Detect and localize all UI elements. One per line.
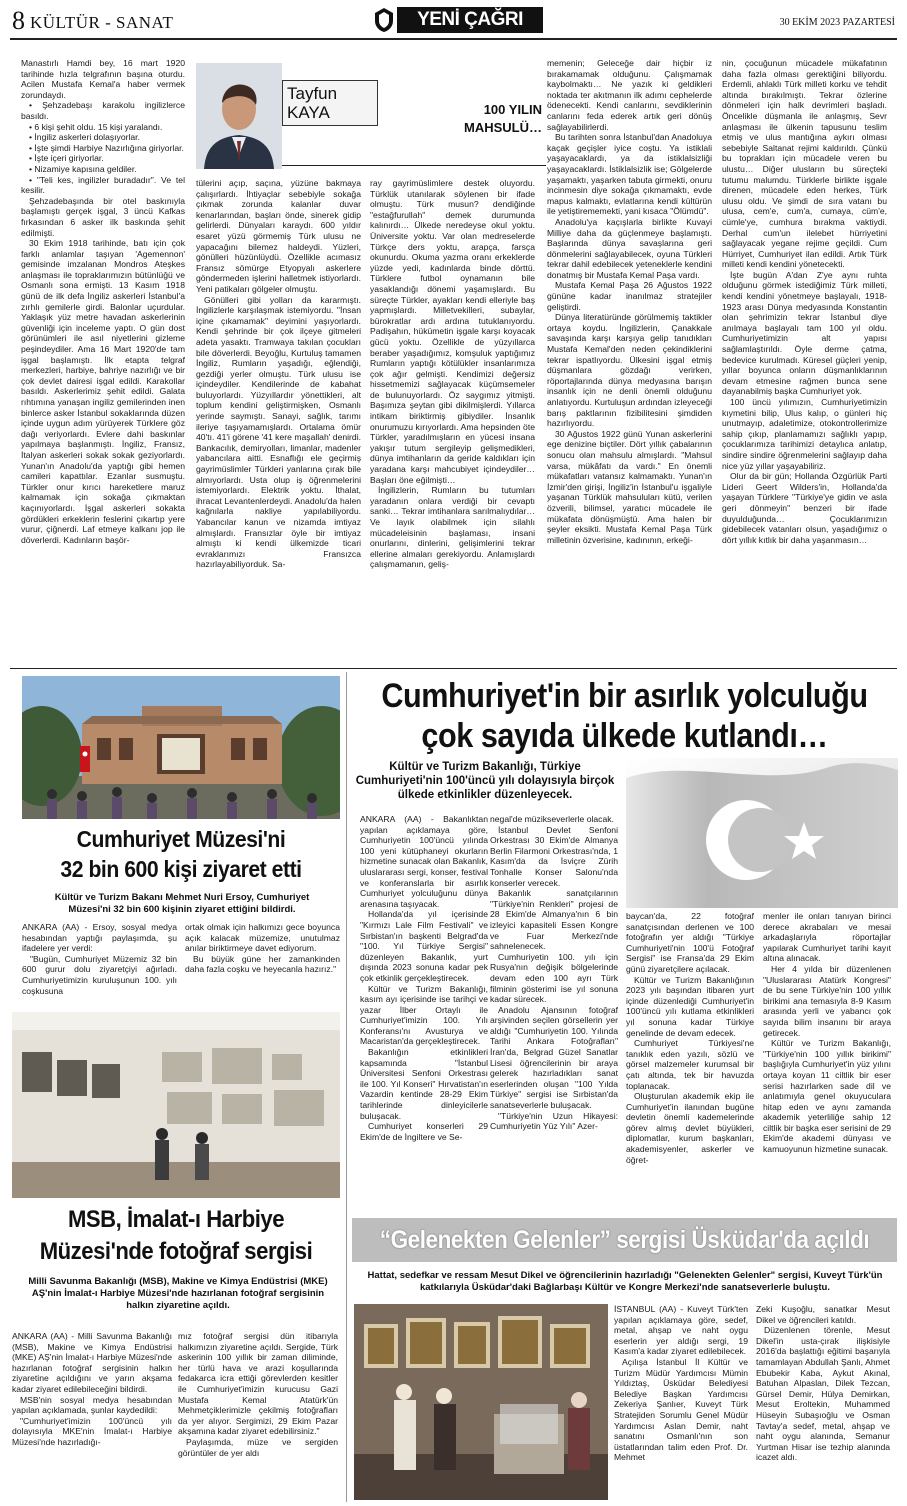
paragraph: baycan'da, 22 fotoğraf sanatçısından derlenen ve 100 fotoğrafın yer aldığı "Türkiye Cumhuriyeti'nin 100'ü Fotoğraf Sergisi" ise Fransa'da 29 Ekim günü ziyaretçilere açılacak. [626, 911, 754, 974]
column-title [422, 101, 542, 137]
paragraph: • Şehzadebaşı karakolu ingilizlerce basıldı. [21, 100, 185, 121]
paragraph: Zeki Kuşoğlu, sanatkar Mesut Dikel ve öğrencileri katıldı. [756, 1304, 890, 1325]
museum-photo [22, 676, 340, 819]
paragraph: İSTANBUL (AA) - Kuveyt Türk'ten yapılan açıklamaya göre, sedef, metal, ahşap ve naht oygu eserlerin yer aldığı sergi, 19 Kasım'a kadar ziyaret edilebilecek. [614, 1304, 748, 1357]
section-title: KÜLTÜR - SANAT [30, 13, 174, 32]
author-box [196, 63, 546, 171]
author-name-box [282, 80, 378, 126]
header-rule [10, 38, 897, 40]
paragraph: Bakanlık sanatçılarının "Türkiye'nin Renkleri" projesi de 28 Ekim'de Almanya'nın 6 bin izleyici kapasiteli Essen Kongre ve Fuar Merkezi'nde sahnelenecek. [490, 888, 618, 952]
author-photo [196, 63, 282, 169]
uskudar-headline-bar [352, 1218, 897, 1262]
paragraph: İngilizlerin, Rumların bu tutumları yaradanın onlara verdiği bir cevaptı sanki… Tekrar imtihanlara sarılmalıydılar… Ve layık olabilmek için silahlı mücadeleisinin başlaması, insani onurlarını, dinlerini, gelişimlerini tekrar ellerine almaları gerekiyordu. Anlamışlardı çalışmamanın, geliş- [370, 485, 535, 570]
paragraph: Bu tarihten sonra İstanbul'dan Anadoluya kaçak geçişler iyice coştu. Ya istiklali yaşayacaklardı, ya da istiklalsizliği yaşayacaklardı. İstiklalsizlik ise; Gölgelerde yaşamaktı, yaşarken tabuta girmekti, onuru incinmesin diye sokağa çıkmamaktı, evde mapus kalmaktı, evlatlarına kendi kültürün ile yetiştirememekti, yani kısaca "Ölümdü". [547, 132, 712, 217]
page-number: 8 [12, 6, 25, 35]
paragraph: nin, çocuğunun mücadele mükafatının daha fazla olması gerektiğini biliyordu. Erdemli, ahlaklı Türk milleti korku ve tehdit altında bırakılmıştı. Tekrar özlerine dönmeleri için halk devrimleri başladı. Öncelikle düşmanla ile anlaşmış, Sevr anlaşması ile ülkenin tapusunu teslim etmiş ve ulus mantığına aykırı olması sebebiyle Saltanat rejimi kaldırıldı. Çünkü bu toprakları için mücadele veren bu ulustu… Diğer ulusların bu süreçteki tutumu malumdu. Türklerle birlikte işgale direnen, mücadele eden herkes, Türk ulusu oldu. Ve şimdi de sıra vatanı bu ulusa, cem'e, cum'a, cumaya, cüm'e, cümle'ye, cumhura bırakma vaktiydi. Derhal cum'un ilelebet hürriyetini sağlayacak yegane rejime geçildi. Cum Hürriyet, Cumhuriyet ilan edildi. Artık Türk milleti kendi kendini yönetecekti. [722, 58, 887, 270]
issue-date: 30 EKİM 2023 PAZARTESİ [779, 17, 895, 28]
paragraph: Hollanda'da yıl içerisinde "Kırmızı Lale Film Festivali" ve Sırbistan'ın başkenti Belgrad'da "100. Yıl Türkiye Sergisi" düzenleyen Bakanlık, yurt dışında 2023 sonuna kadar pek çok etkinlik gerçekleştirecek. [360, 909, 488, 983]
msb-subhead: Milli Savunma Bakanlığı (MSB), Makine ve Kimya Endüstrisi (MKE) AŞ'nin İmalat-ı Harbiye Müzesi'nde hazırlanan fotoğraf sergisinin halkın ziyaretine açıldı. [28, 1276, 328, 1311]
paragraph: Oluşturulan akademik ekip ile Cumhuriyet'in ilanından bugüne devletin önemli kademelerinde görev almış devlet büyükleri, diplomatlar, kurum başkanları, akademisyenler, askerler ve öğret- [626, 1091, 754, 1165]
author-last-name: KAYA [287, 103, 330, 122]
paragraph: Cumhuriyetin 100. yılı için Rusya'nın değişik bölgelerinde devam eden 100 ayrı Türk filminin gösterimi ise yıl sonuna kadar sürecek. [490, 951, 618, 1005]
museum-headline [22, 824, 340, 884]
centenary-col3 [626, 911, 754, 1211]
paragraph: Mustafa Kemal Paşa 26 Ağustos 1922 gününe kadar inanılmaz stratejiler geliştirdi. [547, 280, 712, 312]
uskudar-col1 [614, 1304, 748, 1500]
uskudar-headline: “Gelenekten Gelenler” sergisi Üsküdar'da açıldı [379, 1226, 870, 1254]
museum-subhead: Kültür ve Turizm Bakanı Mehmet Nuri Ersoy, Cumhuriyet Müzesi'ni 32 bin 600 kişinin ziyaret ettiğini bildirdi. [54, 892, 310, 915]
logo-emblem-icon [373, 7, 395, 33]
msb-photo [12, 1012, 340, 1198]
column-article-col3 [370, 178, 535, 660]
paragraph: Anadolu'ya kaçışlarla birlikte Kuvayi Milliye daha da güçlenmeye başlamıştı. Başlarında dünya savaşlarına geri dönmelerini sağlayabilecek, oyuna Türkleri tekrar dahil edebilecek yeteneklerle kendini donatmış bir Mustafa Kemal Paşa vardı. [547, 216, 712, 280]
msb-col1 [12, 1331, 172, 1501]
column-article-col2 [196, 178, 361, 660]
flag-photo [626, 758, 898, 908]
newspaper-logo [373, 7, 543, 35]
paragraph: İstanbul Devlet Senfoni Orkestrası 30 Ekim'de Almanya Berlin Filarmoni Orkestrası'nda, 1 Kasım'da da İsviçre Zürih Tonhalle Konser Salonu'nda konserler verecek. [490, 824, 618, 888]
paragraph: ortak olmak için halkımızı gece boyunca açık kalacak müzemize, unutulmaz anılar biriktirmeye davet ediyorum. [185, 922, 340, 954]
paragraph: Bakanlığın etkinlikleri kapsamında "İstanbul Üniversitesi Senfoni Orkestrası ile 100. Yıl Konseri" Hırvatistan'ın Vazardin kentinde 28-29 Ekim tarihlerinde dinleyicilerle buluşacak. [360, 1047, 488, 1121]
paragraph: Açılışa İstanbul İl Kültür ve Turizm Müdür Yardımcısı Mümin Yıldıztaş, Üsküdar Belediyesi Belediye Başkan Yardımcısı Zekeriya Şanlıer, Kuveyt Türk Stratejiden Sorumlu Genel Müdür Yardımcısı Aslan Demir, naht sanatını Osmanlı'nın son üstatlarından talim eden Prof. Dr. Mehmet [614, 1356, 748, 1463]
paragraph: ray gayrimüslimlere destek oluyordu. Türklük utanılarak söylenen bir ifade olmuştu. Türk musun? dendiğinde "estağfurullah" demek durumunda kalınırdı… Ülkede neredeyse okul yoktu. Üniversite yoktu. Var olan medreselerde Türkçe ders yoktu, arapça, farsça okunurdu. Okuma yazma oranı erkeklerde yüzde yedi, kadınlarda binde dörttü. Türklere futbol oynamanın bile yasaklandığı dönemi yaşamışlardı. Bu süreçte Türkler, ayakları kendi elleriyle baş yapmışlardı. Milletvekilleri, subaylar, bürokratlar ardı ardına tutuklanıyordu. Padişahın, hükümetin işgale karşı koyacak gücü yoktu. Özellikle de yüzyıllarca beraber yaşadığımız, komşuluk yaptığımız Rumların yaptığı kötülükler insanlarımıza çok ağır gelmişti. Kendimizi değersiz hissetmemizi sağlayacak küçümsemeler de bulunuyorlardı. Öz saygımız yitmişti. Başımıza şeytan gibi dikilmişlerdi. Yıllarca intikam biriktirmiş gibiydiler. İnsanlık onurumuzu kırıyorlardı. Ama hepsinden öte Türkler, yaradılmışların en yücesi insana yakışır tutum sergileyip gelişmedikleri, dünya imtihanların da geride kaldıkları için yaradana karşı mahcubiyet içindeydiler… Başları öne eğilmişti… [370, 178, 535, 485]
paragraph: 30 Ekim 1918 tarihinde, batı için çok farklı anlamlar taşıyan 'Agemennon' gemisinde imzalanan Mondros Ateşkes anlaşması ile topraklarımızın bütünlüğü ve Osmanlı sona ermişti. 13 Kasım 1918 günü de ilk defa İngiliz askerleri İstanbul'a zırhlı gemilerle girdi. Balonlar uçurdular. Yaklaşık yüz metre havadan askerlerinin güvenliği için inceleme yaptı. O gün dost görünümleri ile asıl niyetlerini gizleme peşindeydiler. Ama 16 Mart 1920'de tam işgal başlamıştı. İlk etapta telgraf merkezleri, harbiye, bahriye nazırlığı ve bir çok devlet dairesi işgal edildi. Karakollar basıldı. Askerlerimiz şehit edildi. Galata rıhtımına yanaşan ingiliz gemilerinden inen binlerce asker İstanbul sokaklarında düzen içinde uygun adım yürüyerek Türklere göz dağı veriyorlardı. Evlere dahi baskınlar yapılmaya başlanmıştı. İngiliz, Fransız, İtalyan askerleri sokak sokak geziyorlardı. Yunan'ın Anadolu'da yaptığı gibi hemen camileri kapattılar. Ezanlar susmuştu. Türkler onur kırıcı hareketlere maruz kalmamak için sokağa çıkmaktan kaçınıyorlardı. İşgal askerleri sokakta gördükleri erkeklerin feslerini çıkartıp yere vurur, çiğnerdi. Laf etmeye kalkanı jop ile döverlerdi. Kadınların başör- [21, 238, 185, 545]
column-title-line2: MAHSULÜ… [464, 120, 542, 135]
paragraph: • İşte içeri giriyorlar. [29, 153, 104, 164]
centenary-col2 [490, 814, 618, 1210]
paragraph: tülerini açıp, saçına, yüzüne bakmaya çalışırlardı. İhtiyaçlar sebebiyle sokağa çıkmak zorunda kalanlar duvar kenarlarından, başları önde, sinerek gidip gelirlerdi. Dünyaları karaydı. 600 yıldır esaret yüzü görmemiş Türk ulusu ne yapacağını bilemez haldeydi. Yüzleri, gönülleri hüzünlüydü. Özellikle acımasız Fransız sömürge Etyopyalı askerlere göndermeden işlerini halletmek istiyorlardı. Yeni patikaları gölgeler olmuştu. [196, 178, 361, 294]
paragraph: 30 Ağustos 1922 günü Yunan askerlerini ege denizine biçtiler. Dört yıllık çabalarının sonucu olan mahsulu almışlardı. "Mahsul varsa, mükâfatı da vardı." En önemli mükafatları vatansız kalmamaktı. Yunan'ın İzmir'den girişi, İngiliz'in İstanbul'u işgaliyle yaşanan Türklük mahsuluları kütü, verilen özverili, bilimsel, yaratıcı mücadele ile mükafata dönüşmüştü. Ama halen bir şeyler eksikti. Mustafa Kemal Paşa Türk milletinin özverisine, kadınının, erkeği- [547, 428, 712, 545]
paragraph: memenin; Geleceğe dair hiçbir iz bırakamamak olduğunu. Çalışmamak kaybolmaktı… Ne yazık ki geldikleri noktada ter akıtmanın ilk adımı cephelerde ödenecekti. Kendi canlarını, sevdiklerinin canlarını feda ederek artık geri dönüş sağlayabilirlerdi. [547, 58, 712, 132]
msb-headline-line1: MSB, İmalat-ı Harbiye [67, 1206, 285, 1233]
paragraph: Anadolu Ajansının fotoğraf arşivinden seçilen görsellerin yer aldığı "Cumhuriyetin 100. Yılında Tarihi Ankara Fotoğrafları" İran'da, Belgrad Güzel Sanatlar Lisesi öğrencilerinin bir araya gelerek hazırladıkları sanat eserlerinden oluşan "100 Yılda Türkiye" sergisi ise Sırbistan'da sanatseverlerle buluşacak. [490, 1004, 618, 1111]
paragraph: Cumhuriyet Türkiyesi'ne tanıklık eden yazılı, sözlü ve görsel malzemeler kurumsal bir çatı altında, tek bir havuzda toplanacak. [626, 1038, 754, 1091]
paragraph: ANKARA (AA) - Ersoy, sosyal medya hesabından yaptığı paylaşımda, şu ifadelere yer verdi: [22, 922, 177, 954]
paragraph: negal'de müzikseverlerle olacak. [490, 814, 614, 824]
msb-col2 [178, 1331, 338, 1501]
msb-headline [12, 1204, 340, 1268]
museum-col1 [22, 922, 177, 1002]
paragraph: ANKARA (AA) - Bakanlıktan yapılan açıklamaya göre, Cumhuriyetin 100'üncü yılında 100 yeni kütüphaneyi okurların hizmetine sunacak olan Bakanlık, uluslararası sergi, konser, festival ve konferanslarla bir asırlık Cumhuriyet yolculuğunu dünya arenasına taşıyacak. [360, 814, 488, 909]
column-title-line1: 100 YILIN [483, 102, 542, 117]
uskudar-photo [354, 1304, 608, 1500]
paragraph: Paylaşımda, müze ve sergiden görüntüler de yer aldı [178, 1436, 338, 1458]
paragraph: Kültür ve Turizm Bakanlığı, kasım ayı içerisinde ise tarihçi ve yazar İlber Ortaylı ile Cumhuriyet'imizin 100. Yılı Konferansı'nı Avusturya ve Macaristan'da gerçekleştirecek. [360, 983, 488, 1047]
centenary-col4 [763, 911, 891, 1211]
paragraph: • Nizamiye kapısına geldiler. [29, 163, 137, 174]
paragraph: Olur da bir gün; Hollanda Özgürlük Parti Lideri Geert Wilders'in, Hollanda'da yaşayan Türklere "Türkiye'ye gidin ve asla geri dönmeyin" benzeri bir ifade duyulduğunda… Çocuklarımızın gidebilecek vatanları olsun, yaşadığımız o dört yıllık kıtlık bir daha yaşanmasın… [722, 471, 887, 545]
paragraph: "Cumhuriyet'imizin 100'üncü yılı dolayısıyla MKE'nin İmalat-ı Harbiye Müzesi'nde hazırladığı- [12, 1415, 172, 1447]
author-box-rule [282, 165, 546, 166]
paragraph: menler ile onları tanıyan birinci derece akrabaları ve mesai arkadaşlarıyla röportajlar yapılarak Cumhuriyet tarihi kayıt altına alınacak. [763, 911, 891, 964]
column-article-col5 [722, 58, 887, 660]
centenary-headline-line2: çok sayıda ülkede kutlandı… [421, 717, 828, 755]
paragraph: Bu büyük güne her zamankinden daha fazla coşku ve heyecanla hazırız." [185, 953, 340, 975]
paragraph: • İşte şimdi Harbiye Nazırlığına giriyorlar. [29, 142, 184, 153]
paragraph: Şehzadebaşında bir otel baskınıyla başlamıştı gerçek işgal, 3 üncü Kafkas fırkasından 6 asker ilk baskında şehit edilmişti. [21, 195, 185, 238]
paragraph: İşte bugün A'dan Z'ye aynı ruhta olduğunu görmek istediğimiz Türk milleti, kendi kendini yönetmeye başlayalı, 1918-1923 arası Dünya medyasında Konstantin olan şehrimizin tekrar İstanbul diye anılmaya başlayalı tam 100 yıl oldu. Cumhuriyetimizin alt yapısı sağlamlaştırıldı. Öyle derme çatma, bedevice kurulmadı. Küresel güçleri yenip, yıllar boyunca onların düşmanlıklarının devam etmesine rağmen bunca sene dayanabilmiş başka Cumhuriyet yok. [722, 269, 887, 397]
paragraph: Cumhuriyet konserleri 29 Ekim'de de İngiltere ve Se- [360, 1121, 488, 1142]
section-divider [10, 668, 897, 669]
logo-text: YENİ ÇAĞRI [397, 7, 543, 33]
paragraph: mız fotoğraf sergisi dün itibarıyla halkımızın ziyaretine açıldı. Sergide, Türk askerinin 100 yıllık bir zaman diliminde, her türlü hava ve arazi koşullarında fedakarca icra ettiği görevlerden kesitler ile Cumhuriyet'imizin kurucusu Gazi Mustafa Kemal Atatürk'ün Mehmetçiklerimizle çekilmiş fotoğrafları da yer alıyor. Sergimizi, 29 Ekim Pazar akşamına kadar ziyaret edebilirsiniz." [178, 1331, 338, 1437]
author-first-name: Tayfun [287, 84, 338, 103]
uskudar-subhead: Hattat, sedefkar ve ressam Mesut Dikel ve öğrencilerinin hazırladığı "Gelenekten Gelenler" sergisi, Kuveyt Türk'ün katkılarıyla Üsküdar'daki Bağlarbaşı Kültür ve Kongre Merkezi'nde sanatseverlerle buluştu. [367, 1270, 883, 1293]
column-article-col4 [547, 58, 712, 660]
centenary-headline-line1: Cumhuriyet'in bir asırlık yolculuğu [381, 677, 868, 715]
uskudar-col2 [756, 1304, 890, 1500]
paragraph: Dünya literatüründe görülmemiş taktikler ortaya koydu. İngilizlerin, Çanakkale savaşında karşı karşıya gelip tanıdıkları Mustafa Kemal'den neden çekindiklerini tekrar ispatlıyordu. Ülkesini işgal etmiş düşmanlara gözdağı verirken, röportajlarında dünya medyasına barışın insanlık için ne denli önemli olduğunu anlatıyordu. Kurtuluşun ardından izleyeceği barış paktlarının fizibilitesini şimdiden hazırlıyordu. [547, 312, 712, 429]
paragraph: 100 üncü yılımızın, Cumhuriyetimizin kıymetini bilip, Ulus kalıp, o günleri hiç unutmayıp, adaletimize, otokontrollerimize sahip çıkıp, planlamamızı sağlıklı yapıp, çocuklarımıza tarihimizi detaylıca anlatıp, sindire sindire öğrenmelerini sağlayıp daha nice yüz yıllar yaşayabiliriz. [722, 397, 887, 471]
museum-headline-line1: Cumhuriyet Müzesi'ni [76, 826, 286, 852]
centenary-subhead: Kültür ve Turizm Bakanlığı, Türkiye Cumhuriyeti'nin 100'üncü yılı dolayısıyla birçok ülkede etkinlikler düzenleyecek. [355, 761, 615, 801]
paragraph: "Bugün, Cumhuriyet Müzemiz 32 bin 600 gurur dolu ziyaretçiyi ağırladı. Cumhuriyetimizin kuruluşunun 100. yılı coşkusuna [22, 953, 177, 996]
paragraph: Kültür ve Turizm Bakanlığının 2023 yılı başından itibaren yurt içinde düzenlediği Cumhuriyet'in 100'üncü yılı kutlama etkinlikleri yıl sonuna kadar Türkiye genelinde de devam edecek. [626, 974, 754, 1038]
column-article-col1 [21, 58, 185, 658]
msb-headline-line2: Müzesi'nde fotoğraf sergisi [39, 1238, 313, 1265]
paragraph: ANKARA (AA) - Milli Savunma Bakanlığı (MSB), Makine ve Kimya Endüstrisi (MKE) AŞ'nin İmalat-ı Harbiye Müzesi'nde hazırlanan fotoğraf sergisinin halkın ziyaretine açıldığını ve yarın akşama kadar ziyaret edilebileceğini bildirdi. [12, 1331, 172, 1394]
paragraph: MSB'nin sosyal medya hesabından yapılan açıklamada, şunlar kaydedildi: [12, 1394, 172, 1416]
paragraph: "Türkiye'nin Uzun Hikayesi: Cumhuriyetin Yüz Yılı" Azer- [490, 1110, 618, 1132]
vertical-divider [346, 672, 347, 1502]
museum-col2 [185, 922, 340, 1002]
paragraph: Gönülleri gibi yolları da kararmıştı. İngilizlerle karşılaşmak istemiyordu. "İnsan içine çıkamamak" deyimini yaşıyorlardı. Kendi şehrinde bir çok ilçeye gitmeleri adeta yasaktı. Tramwaya takılan çocukları bile döverlerdi. Beyoğlu, Kurtuluş tamamen İngiliz, Rumların yaşadığı, eğlendiği, gezdiği yerler olmuştu. Türk ulusu ise içindeydiler. Kendilerinde de kabahat buluyorlardı. Yüzyıllardır yönettikleri, alt toplum kendini geliştirmişken, Osmanlı yerinde saymıştı. Sanayi, sağlık, tarımı ileriye taşıyamamışlardı. Ortalama ömür 40'tı. 41'i görene '41 kere maşallah' denirdi. Bankacılık, demiryolları, limanlar, madenler yabancılara aitti. Esnaflığı ele geçirmiş gayrimüslimler Türkleri yanlarına çırak bile almıyorlardı. Usta olup iş öğrenmelerini istemiyorlardı. Elektrik yoktu. İthalat, ihracat Levantenlerdeydi. Anadolu'da halen kağnılarla nakliye yapılabiliyordu. Yabancılar kanun ve nizamda imtiyaz almışlardı. Fransızlar öyle bir imtiyaz almıştı ki kendi ülkemizde ticari evraklarımızı Fransızca hazırlayabiliyorduk. Sa- [196, 294, 361, 570]
paragraph: Kültür ve Turizm Bakanlığı, "Türkiye'nin 100 yıllık birikimi" başlığıyla Cumhuriyet'in yüz yılını ortaya koyan 11 ciltlik bir eser serisi hazırlarken sade dil ve anlatımıyla genel okuyuculara hitap eden ve aynı zamanda akademik yeterliliğe sahip 12 ciltlik bir başka eser serisini de 29 Ekim'de akademi dünyası ve kamuoyunun hizmetine sunacak. [763, 1038, 891, 1155]
museum-headline-line2: 32 bin 600 kişi ziyaret etti [60, 856, 302, 882]
centenary-headline [352, 676, 897, 756]
paragraph: Düzenlenen törenle, Mesut Dikel'in usta-çırak ilişkisiyle 2016'da başlattığı eğitimi başarıyla tamamlayan Abdullah Şanlı, Ahmet Ebubekir Kaba, Aykut Akınal, Batuhan Alpaslan, Dilek Tezcan, Gürsel Demir, Hülya Demirkan, Mesut Eroltekin, Muhammed Hüseyin Subaşıoğlu ve Osman Tavtay'a sedef, metal, ahşap ve naht oygu alanında, Semanur Yurtman Hisar ise tezhip alanında icazet aldı. [756, 1325, 890, 1463]
paragraph: Manastırlı Hamdi bey, 16 mart 1920 tarihinde hızla telgrafının başına oturdu. Acilen Mustafa Kemal'a haber vermek zorundaydı. [21, 58, 185, 100]
centenary-col1 [360, 814, 488, 1210]
paragraph: Her 4 yılda bir düzenlenen "Uluslararası Atatürk Kongresi" de bu sene Türkiye'nin 100 yıllık birikimi ana temasıyla 8-9 Kasım arasında yerli ve yabancı çok sayıda bilim insanını bir araya getirecek. [763, 963, 891, 1038]
paragraph: • İngiliz askerleri dolaşıyorlar. [29, 132, 140, 143]
paragraph: • "Teli kes, ingilizler buradadır". Ve tel kesilir. [21, 174, 185, 196]
paragraph: • 6 kişi şehit oldu. 15 kişi yaralandı. [29, 121, 163, 132]
